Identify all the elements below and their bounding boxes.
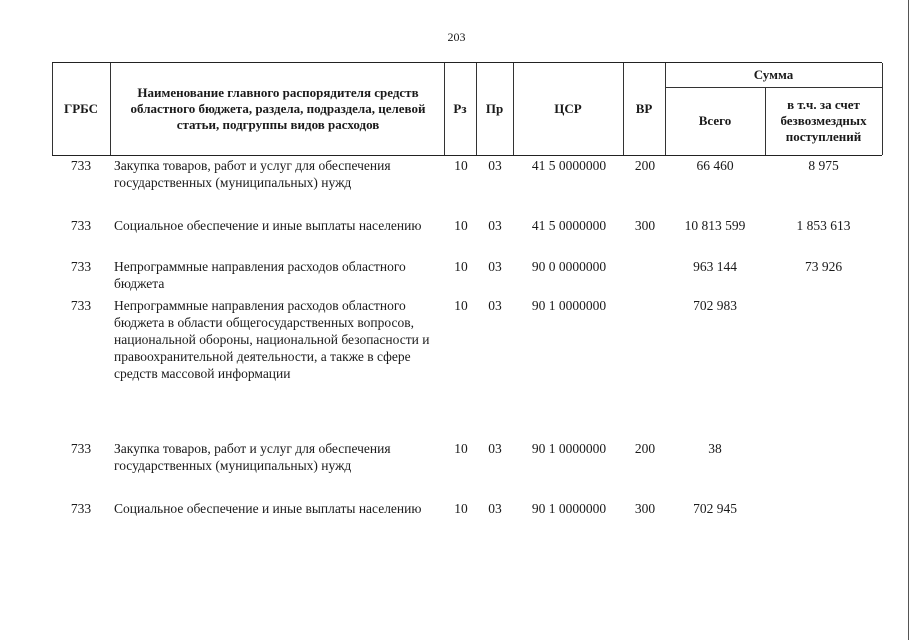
table-row	[52, 296, 882, 439]
cell-name: Закупка товаров, работ и услуг для обеспечения государственных (муниципальных) нужд	[114, 158, 391, 190]
cell-pr: 03	[488, 298, 502, 313]
cell-all: 702 945	[693, 501, 737, 516]
cell-rz: 10	[454, 298, 468, 313]
cell-name: Закупка товаров, работ и услуг для обеспечения государственных (муниципальных) нужд	[114, 441, 391, 473]
budget-table	[52, 62, 882, 539]
cell-grbs: 733	[70, 501, 92, 516]
cell-name: Непрограммные направления расходов областного бюджета	[114, 259, 406, 291]
header-sum: Сумма	[753, 66, 794, 82]
cell-all: 702 983	[693, 298, 737, 313]
cell-vr: 300	[634, 218, 656, 233]
cell-grbs: 733	[70, 298, 92, 313]
table-row	[52, 499, 882, 539]
cell-rz: 10	[454, 501, 468, 516]
cell-all: 38	[708, 441, 722, 456]
table-header	[52, 62, 882, 156]
cell-pr: 03	[488, 158, 502, 173]
header-name: Наименование главного распорядителя средств областного бюджета, раздела, подраздела, целевой статьи, подгруппы видов расходов	[130, 84, 426, 133]
header-rz: Рз	[453, 100, 467, 116]
cell-all: 66 460	[696, 158, 734, 173]
cell-name: Социальное обеспечение и иные выплаты населению	[114, 218, 422, 233]
table-row	[52, 257, 882, 296]
header-pr: Пр	[485, 100, 504, 116]
cell-rz: 10	[454, 441, 468, 456]
cell-grbs: 733	[70, 259, 92, 274]
cell-rz: 10	[454, 158, 468, 173]
cell-csr: 90 1 0000000	[531, 501, 607, 516]
header-csr: ЦСР	[554, 100, 582, 116]
cell-csr: 90 1 0000000	[531, 298, 607, 313]
page-edge-line	[908, 0, 909, 640]
header-free: в т.ч. за счет безвозмездных поступлений	[780, 96, 867, 145]
cell-pr: 03	[488, 441, 502, 456]
header-all: Всего	[698, 112, 732, 128]
cell-grbs: 733	[70, 441, 92, 456]
cell-csr: 90 0 0000000	[531, 259, 607, 274]
cell-csr: 90 1 0000000	[531, 441, 607, 456]
table-row	[52, 216, 882, 257]
cell-all: 10 813 599	[684, 218, 746, 233]
cell-vr: 200	[634, 158, 656, 173]
table-body	[52, 156, 882, 539]
cell-free: 8 975	[808, 158, 839, 173]
header-vr: ВР	[635, 100, 653, 116]
cell-rz: 10	[454, 259, 468, 274]
cell-pr: 03	[488, 259, 502, 274]
cell-name: Непрограммные направления расходов областного бюджета в области общегосударственных вопросов, национальной обороны, национальной безопасности и правоохранительной деятельности, а также в сфере средств массовой информации	[114, 298, 430, 381]
cell-pr: 03	[488, 501, 502, 516]
cell-free: 1 853 613	[796, 218, 851, 233]
cell-grbs: 733	[70, 218, 92, 233]
cell-vr: 300	[634, 501, 656, 516]
page-number: 203	[447, 30, 466, 44]
cell-vr: 200	[634, 441, 656, 456]
table-row	[52, 439, 882, 499]
cell-rz: 10	[454, 218, 468, 233]
cell-grbs: 733	[70, 158, 92, 173]
cell-all: 963 144	[693, 259, 737, 274]
cell-csr: 41 5 0000000	[531, 158, 607, 173]
table-row	[52, 156, 882, 216]
cell-csr: 41 5 0000000	[531, 218, 607, 233]
cell-name: Социальное обеспечение и иные выплаты населению	[114, 501, 422, 516]
cell-free: 73 926	[804, 259, 843, 274]
header-grbs: ГРБС	[63, 100, 99, 116]
cell-pr: 03	[488, 218, 502, 233]
